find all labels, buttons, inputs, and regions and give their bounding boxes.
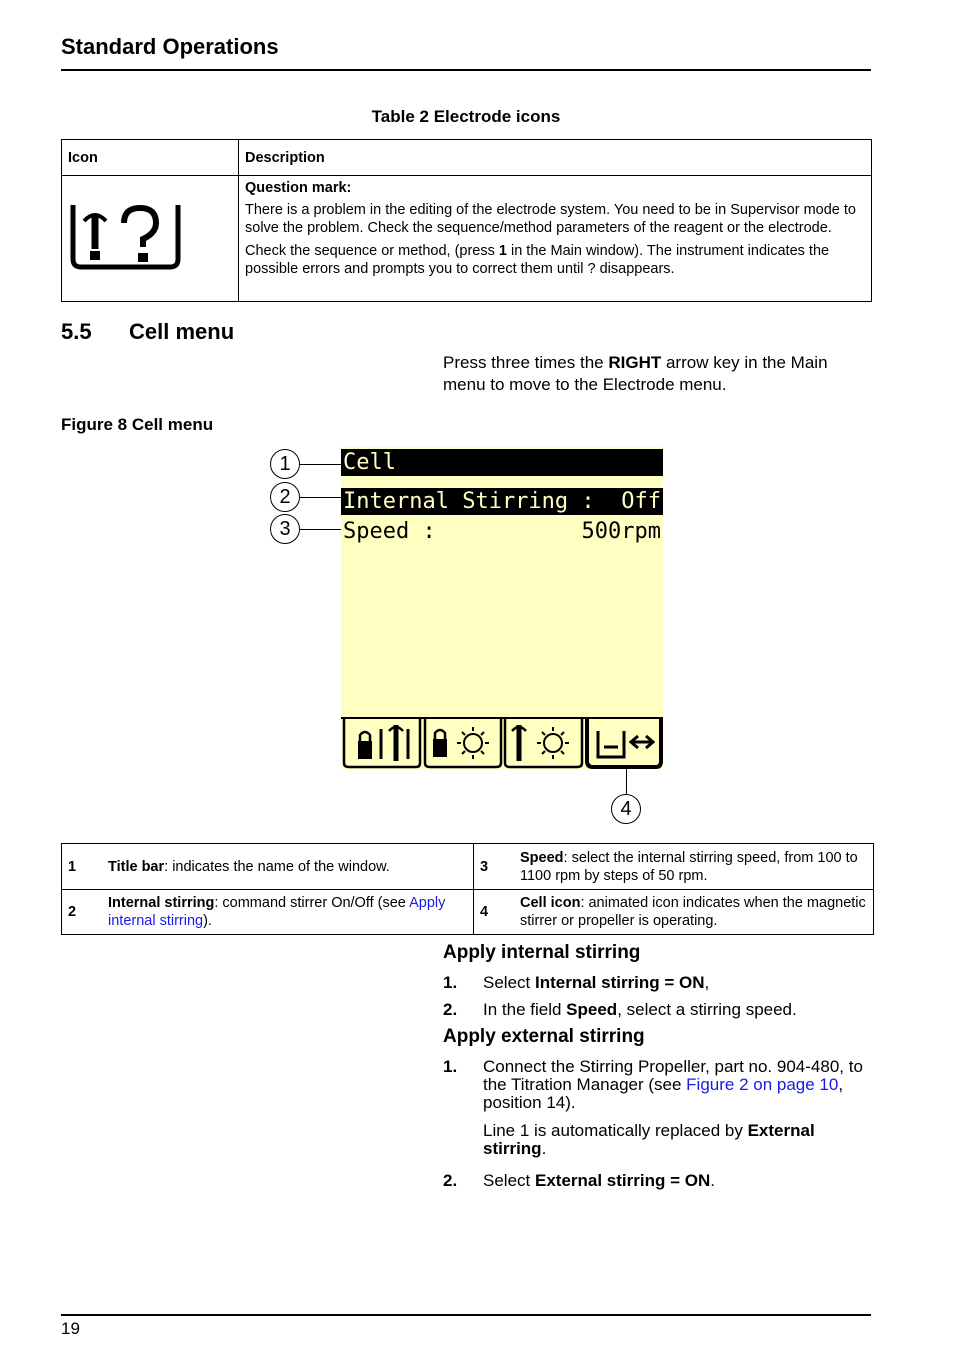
section-number: 5.5 bbox=[61, 319, 92, 344]
callout-2: 2 bbox=[270, 482, 300, 512]
figure-caption: Figure 8 Cell menu bbox=[61, 415, 214, 434]
internal-step-2: 2. In the field Speed, select a stirring speed. bbox=[443, 1000, 797, 1019]
internal-stirring-row[interactable] bbox=[341, 488, 663, 515]
legend-number: 2 bbox=[62, 890, 103, 935]
header-rule bbox=[61, 69, 871, 71]
section-intro: Press three times the RIGHT arrow key in the Main menu to move to the Electrode menu. bbox=[443, 353, 828, 394]
speed-row[interactable] bbox=[341, 518, 663, 545]
question-mark-electrode-icon bbox=[68, 201, 183, 271]
question-mark-description: There is a problem in the editing of the electrode system. You need to be in Supervisor mode to solve the problem. Check the sequence/method parameters of the reagent or the electrode. bbox=[245, 202, 856, 236]
electrode-lock-icon[interactable] bbox=[344, 719, 420, 767]
question-mark-instructions: Check the sequence or method, (press 1 in the Main window). The instrument indicates the possible errors and prompts you to correct them until ? disappears. bbox=[245, 243, 830, 277]
callout-3-leader bbox=[300, 529, 341, 530]
internal-stirring-heading: Apply internal stirring bbox=[443, 942, 641, 963]
legend-item: Speed: select the internal stirring speed, from 100 to 1100 rpm by steps of 50 rpm. bbox=[514, 844, 874, 890]
table-header-row bbox=[62, 140, 872, 176]
column-header-icon: Icon bbox=[62, 140, 239, 176]
screen-title: Cell bbox=[343, 450, 396, 475]
electrode-icons-table bbox=[61, 139, 872, 302]
external-stirring-heading: Apply external stirring bbox=[443, 1026, 645, 1047]
figure-legend-table bbox=[61, 843, 874, 935]
reagent-sun-icon[interactable] bbox=[425, 719, 501, 767]
cell-menu-screen bbox=[341, 447, 663, 769]
question-mark-title: Question mark: bbox=[245, 180, 352, 196]
apply-internal-stirring-link[interactable]: Apply internal stirring bbox=[108, 895, 446, 929]
legend-item: Internal stirring: command stirrer On/Off (see Apply internal stirring). bbox=[102, 890, 474, 935]
figure-2-link[interactable]: Figure 2 on page 10 bbox=[686, 1075, 839, 1094]
page-header-title: Standard Operations bbox=[61, 34, 279, 59]
legend-number: 1 bbox=[62, 844, 103, 890]
legend-item: Title bar: indicates the name of the window. bbox=[102, 844, 474, 890]
electrode-sun-icon[interactable] bbox=[505, 719, 582, 767]
table-caption: Table 2 Electrode icons bbox=[371, 107, 561, 126]
callout-1: 1 bbox=[270, 449, 300, 479]
callout-3: 3 bbox=[270, 514, 300, 544]
icon-cell bbox=[62, 176, 239, 302]
footer-rule bbox=[61, 1314, 871, 1316]
legend-number: 4 bbox=[474, 890, 515, 935]
internal-stirring-value: Off bbox=[621, 489, 661, 514]
internal-step-1: 1. Select Internal stirring = ON, bbox=[443, 973, 710, 992]
external-step-1: 1. Connect the Stirring Propeller, part no. 904-480, to the Titration Manager (see Figure 2 on page 10, position 14). bbox=[443, 1057, 863, 1112]
internal-stirring-label: Internal Stirring : bbox=[343, 489, 595, 514]
callout-2-leader bbox=[300, 497, 341, 498]
section-heading bbox=[61, 319, 234, 345]
external-step-note: Line 1 is automatically replaced by External stirring. bbox=[483, 1121, 815, 1158]
legend-item: Cell icon: animated icon indicates when the magnetic stirrer or propeller is operating. bbox=[514, 890, 874, 935]
table-row bbox=[62, 176, 872, 302]
screen-icon-bar bbox=[341, 717, 663, 769]
callout-4: 4 bbox=[611, 794, 641, 824]
external-step-2: 2. Select External stirring = ON. bbox=[443, 1171, 715, 1190]
callout-4-leader bbox=[626, 769, 627, 794]
speed-label: Speed : bbox=[343, 519, 436, 544]
speed-value: 500rpm bbox=[581, 519, 661, 544]
legend-number: 3 bbox=[474, 844, 515, 890]
cell-stirrer-icon[interactable] bbox=[587, 719, 661, 767]
callout-1-leader bbox=[300, 464, 341, 465]
page-number: 19 bbox=[61, 1319, 80, 1338]
column-header-description: Description bbox=[239, 140, 872, 176]
section-title: Cell menu bbox=[129, 319, 235, 344]
screen-title-bar bbox=[341, 449, 663, 476]
